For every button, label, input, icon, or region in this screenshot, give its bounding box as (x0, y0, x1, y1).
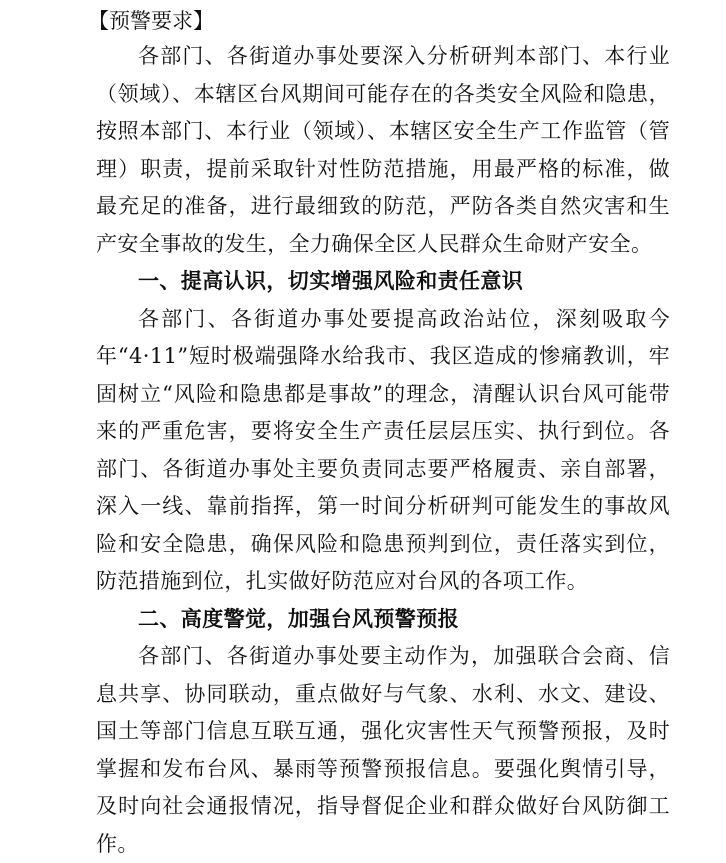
section-label: 【预警要求】 (88, 9, 214, 33)
section-body-1: 各部门、各街道办事处要提高政治站位，深刻吸取今年“4·11”短时极端强降水给我市、我区造成的惨痛教训，牢固树立“风险和隐患都是事故”的理念，清醒认识台风可能带来的严重危害，要将安全生产责任层层压实、执行到位。各部门、各街道办事处主要负责同志要严格履责、亲自部署，深入一线、靠前指挥，第一时间分析研判可能发生的事故风险和安全隐患，确保风险和隐患预判到位，责任落实到位，防范措施到位，扎实做好防范应对台风的各项工作。 (96, 306, 670, 593)
section-heading-2: 二、高度警觉，加强台风预警预报 (138, 606, 459, 631)
section-body-2: 各部门、各街道办事处要主动作为，加强联合会商、信息共享、协同联动，重点做好与气象、水利、水文、建设、国土等部门信息互联互通，强化灾害性天气预警预报，及时掌握和发布台风、暴雨等预警预报信息。要强化舆情引导，及时向社会通报情况，指导督促企业和群众做好台风防御工作。 (96, 644, 670, 856)
intro-paragraph: 各部门、各街道办事处要深入分析研判本部门、本行业（领域）、本辖区台风期间可能存在的各类安全风险和隐患，按照本部门、本行业（领域）、本辖区安全生产工作监管（管理）职责，提前采取针对性防范措施，用最严格的标准，做最充足的准备，进行最细致的防范，严防各类自然灾害和生产安全事故的发生，全力确保全区人民群众生命财产安全。 (96, 44, 670, 256)
section-heading-1: 一、提高认识，切实增强风险和责任意识 (138, 269, 524, 293)
